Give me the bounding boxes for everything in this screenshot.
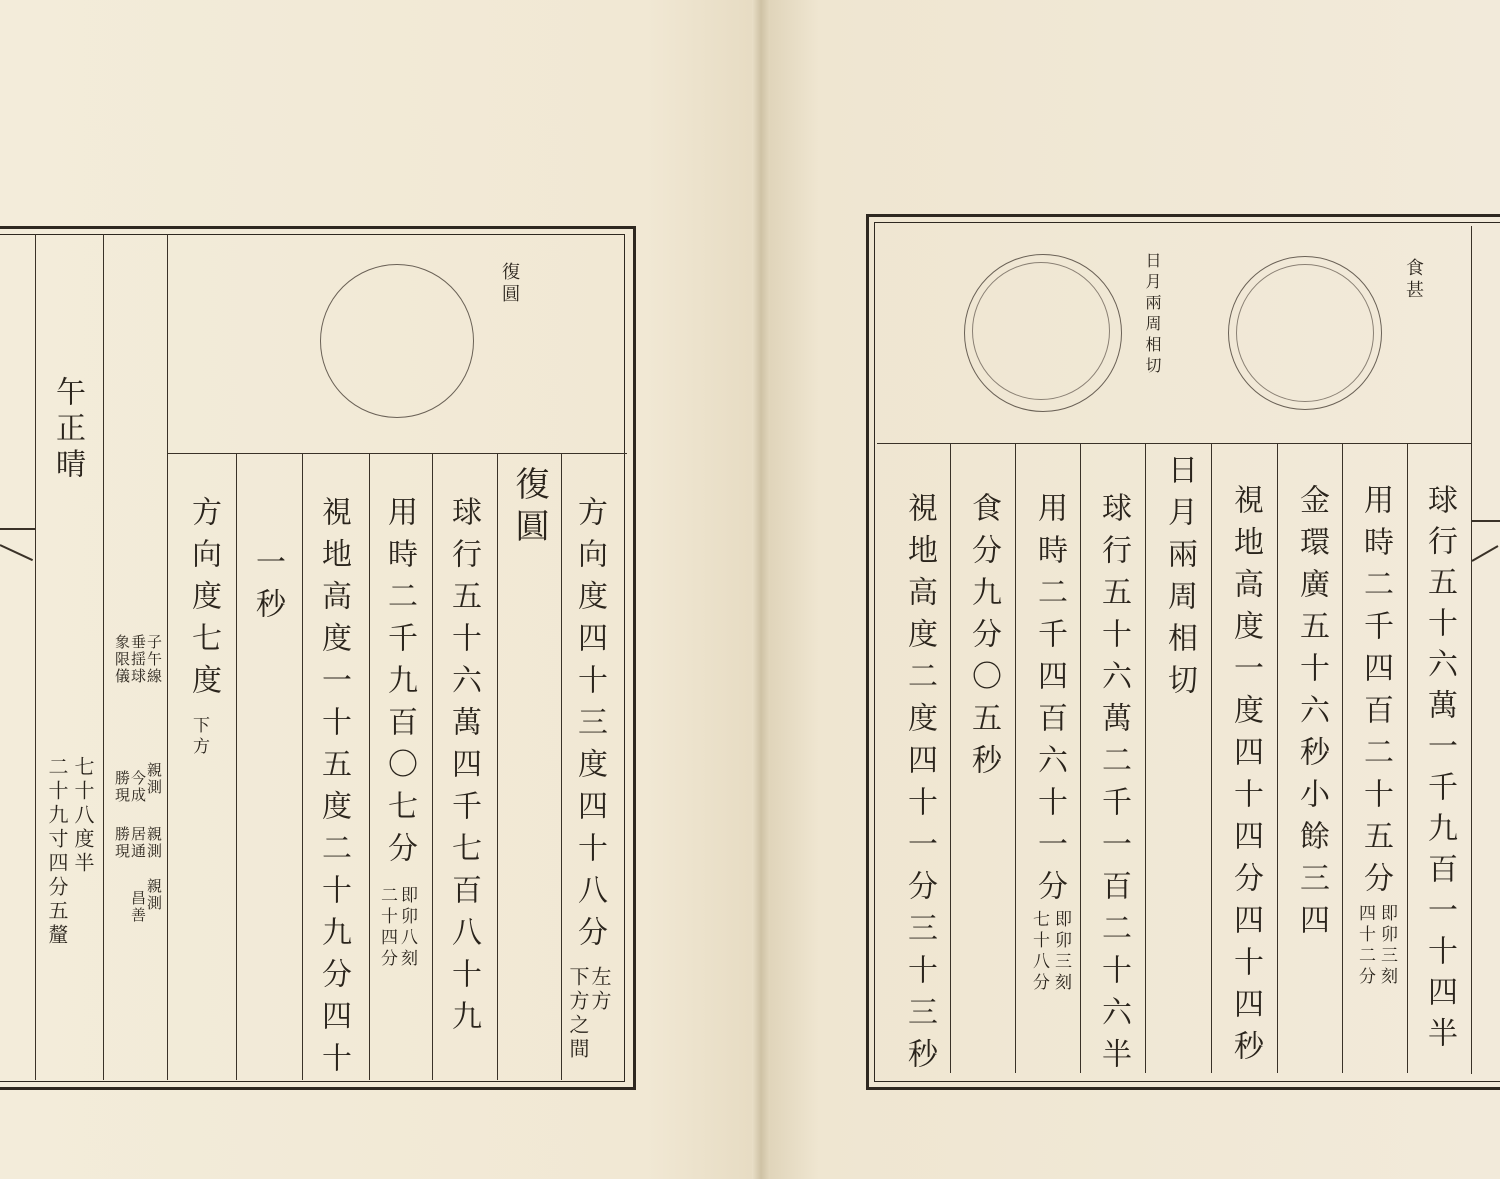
column-note: 下方之間: [566, 966, 590, 1062]
book-gutter: [752, 0, 770, 1179]
column-note: 即卯三刻: [1377, 904, 1397, 988]
column-note: 七十八分: [1029, 910, 1049, 994]
rule: [1342, 443, 1343, 1073]
observer-name: 勝現: [113, 770, 131, 804]
column-note: 二十四分: [377, 886, 397, 970]
column-ball-motion-1: 球行五十六萬一千九百一十四半: [1422, 484, 1457, 1058]
figure-divider: [877, 443, 1472, 444]
left-frame-inner: [0, 234, 625, 1082]
column-note: 左方: [588, 966, 612, 1014]
rule: [432, 453, 433, 1080]
figure-label: 日月兩周相切: [1143, 252, 1162, 378]
observer-note: 象限儀: [113, 634, 131, 685]
rule: [1211, 443, 1212, 1073]
observer-note: 垂揺球: [129, 634, 147, 685]
rule: [35, 234, 36, 1080]
rule: [950, 443, 951, 1073]
column-direction-2: 方向度七度: [186, 496, 221, 706]
column-ball-motion-2: 球行五十六萬二千一百二十六半: [1096, 492, 1131, 1080]
figure-label: 復圓: [499, 262, 520, 306]
column-time-used-1: 用時二千四百二十五分: [1358, 484, 1393, 904]
weather-title: 午正晴: [50, 376, 85, 484]
observer-note: 子午線: [145, 634, 163, 685]
column-note: 即卯三刻: [1051, 910, 1071, 994]
rule: [561, 453, 562, 1080]
column-altitude-1: 視地高度一度四十四分四十四秒: [1228, 484, 1263, 1072]
observer-name: 居通: [129, 826, 147, 860]
observer-name: 今成: [129, 770, 147, 804]
column-time-used: 用時二千九百〇七分: [382, 496, 417, 874]
rule: [1080, 443, 1081, 1073]
eclipse-max-inner-circle: [1236, 264, 1374, 402]
edge-tab-line: [0, 528, 36, 530]
rule: [1471, 226, 1472, 1074]
column-restoration-title: 復圓: [509, 466, 549, 550]
edge-tab-line: [1472, 520, 1500, 522]
observer-name: 勝現: [113, 826, 131, 860]
column-annular-width: 金環廣五十六秒小餘三四: [1294, 484, 1329, 946]
tangent-inner-circle: [972, 262, 1110, 400]
measure-column: 七十八度半: [71, 756, 95, 876]
rule: [302, 453, 303, 1080]
observer-name: 親測: [145, 826, 163, 860]
column-seconds: 一秒: [250, 546, 285, 630]
observer-name: 昌善: [129, 890, 147, 924]
column-altitude-2: 視地高度二度四十一分三十三秒: [902, 492, 937, 1080]
observer-name: 親測: [145, 762, 163, 796]
rule: [167, 234, 168, 1080]
rule: [1015, 443, 1016, 1073]
rule: [236, 453, 237, 1080]
rule: [1277, 443, 1278, 1073]
column-note: 四十二分: [1355, 904, 1375, 988]
rule: [369, 453, 370, 1080]
column-note: 即卯八刻: [397, 886, 417, 970]
rule: [497, 453, 498, 1080]
moon-disc-figure: [320, 264, 474, 418]
figure-label: 食甚: [1403, 258, 1424, 302]
column-tangent-title: 日月兩周相切: [1162, 454, 1197, 706]
column-ball-motion: 球行五十六萬四千七百八十九: [446, 496, 481, 1042]
column-note: 下方: [189, 716, 209, 758]
column-eclipse-fraction: 食分九分〇五秒: [966, 492, 1001, 786]
rule: [103, 234, 104, 1080]
column-altitude: 視地高度一十五度二十九分四十: [316, 496, 351, 1084]
rule: [1145, 443, 1146, 1073]
observer-name: 親測: [145, 878, 163, 912]
rule: [1407, 443, 1408, 1073]
column-direction-1: 方向度四十三度四十八分: [572, 496, 607, 958]
measure-detail-column: 二十九寸四分五釐: [45, 756, 69, 948]
column-time-used-2: 用時二千四百六十一分: [1032, 492, 1067, 912]
